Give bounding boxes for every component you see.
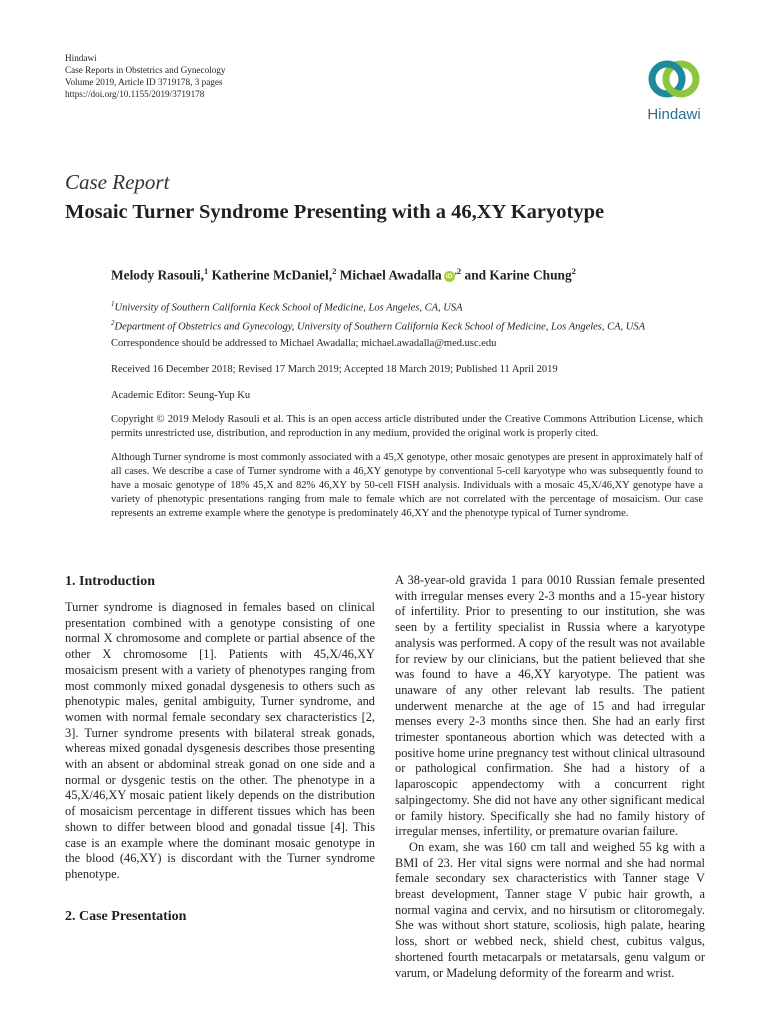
right-column (395, 573, 705, 981)
author-name: and Karine Chung (464, 267, 572, 283)
introduction-paragraph: Turner syndrome is diagnosed in females based on clinical presentation combined with a genotype consisting of one normal X chromosome and complete or partial absence of the other X chromosome [1]. Patients with 45,X/46,XY mosaicism present with a variety of phenotypes ranging from most commonly mixed gonadal dysgenesis to others such as phenotypic males, genital ambiguity, Turner syndrome, and women with normal female secondary sex characteristics [2, 3]. Turner syndrome presents with bilateral streak gonads, whereas mixed gonadal dysgenesis describes those presenting with an absent or abdominal streak gonad on one side and a normal or dysgenic testis on the other. The phenotype in a 45,X/46,XY mosaic patient likely depends on the distribution of mosaicism percentage in different tissues which has been shown to differ between blood and gonadal tissue [4]. This case is an example where the dominant mosaic genotype in the blood (46,XY) is discordant with the Turner syndrome phenotype. (65, 600, 375, 881)
abstract: Although Turner syndrome is most commonly associated with a 45,X genotype, other mosaic genotypes are present in approximately half of all cases. We describe a case of Turner syndrome with a 46,XY genotype by conventional 5-cell karyotype who was subsequently found to have a mosaic genotype of 18% 45,X and 82% 46,XY by 50-cell FISH analysis. Individuals with a mosaic 45,X/46,XY genotype have a variety of phenotypic presentations ranging from male to female which are not correlated with the percentage of mosaicism. Our case represents an extreme example where the genotype is predominately 46,XY and the phenotype typical of Turner syndrome. (111, 452, 703, 519)
journal-header (65, 52, 226, 100)
doi-link[interactable]: https://doi.org/10.1155/2019/3719178 (65, 89, 205, 99)
author-list (111, 266, 576, 283)
case-presentation-heading: 2. Case Presentation (65, 908, 187, 924)
author-name: Melody Rasouli, (111, 267, 204, 283)
publication-dates: Received 16 December 2018; Revised 17 March 2019; Accepted 18 March 2019; Published 11 April 2019 (111, 364, 558, 375)
author-affiliation-mark: ,2 (454, 266, 462, 276)
copyright-notice: Copyright © 2019 Melody Rasouli et al. This is an open access article distributed under the Creative Commons Attribution License, which permits unrestricted use, distribution, and reproduction in any medium, provided the original work is properly cited. (111, 414, 703, 439)
author-affiliation-mark: 2 (571, 266, 576, 276)
author-affiliation-mark: 1 (204, 266, 209, 276)
publisher-name: Hindawi (65, 53, 97, 63)
article-title: Mosaic Turner Syndrome Presenting with a 46,XY Karyotype (65, 201, 605, 223)
orcid-icon[interactable]: iD (444, 271, 455, 282)
article-type: Case Report (65, 170, 170, 194)
journal-name: Case Reports in Obstetrics and Gynecology (65, 65, 226, 75)
logo-text: Hindawi (647, 106, 701, 123)
volume-info: Volume 2019, Article ID 3719178, 3 pages (65, 77, 223, 87)
author-name: Katherine McDaniel, (211, 267, 333, 283)
left-column (65, 573, 375, 937)
affiliation-item: $^2$Department of Obstetrics and Gynecology, University of Southern California Keck School of Medicine, Los Angeles, CA, USA (111, 318, 646, 332)
author-affiliation-mark: 2 (332, 266, 337, 276)
case-paragraph-1-continued: A 38-year-old gravida 1 para 0010 Russian female presented with irregular menses every 2-3 months and a 15-year history of infertility. Prior to presenting to our institution, she was seen by a fertility specialist in Russia where a karyotype analysis was performed. A copy of the result was not available for review by our clinicians, but the patient believed that she was found to have a 46,XY karyotype. The patient was unaware of any other relevant lab results. The patient underwent menarche at the age of 15 and had irregular menses every 2-3 months since then. She had an early first trimester spontaneous abortion which was detected with a positive home urine pregnancy test without clinical ultrasound or pathological confirmation. She had a history of a laparoscopic appendectomy with a concurrent right salpingectomy. She did not have any other significant medical or family history. Specifically she had no family history of irregular menses, infertility, or premature ovarian failure. (395, 573, 705, 839)
case-paragraph-2: On exam, she was 160 cm tall and weighed 55 kg with a BMI of 23. Her vital signs were normal and she had normal female secondary sex characteristics with Tanner stage V breast development, Tanner stage V pubic hair growth, a normal vagina and cervix, and no hirsutism or clitoromegaly. She was without short stature, scoliosis, high palate, hearing loss, short or webbed neck, shield chest, cubitus valgus, shortened fourth metacarpals or metatarsals, genu valgum or varum, or Madelung deformity of the forearm and wrist. (395, 839, 705, 980)
hindawi-rings-icon (644, 55, 704, 103)
affiliations (111, 297, 703, 334)
correspondence: Correspondence should be addressed to Michael Awadalla; michael.awadalla@med.usc.edu (111, 338, 497, 349)
hindawi-logo (634, 55, 714, 135)
academic-editor: Academic Editor: Seung-Yup Ku (111, 390, 251, 401)
introduction-heading: 1. Introduction (65, 574, 155, 589)
affiliation-item: $^1$University of Southern California Keck School of Medicine, Los Angeles, CA, USA (111, 300, 463, 314)
author-name: Michael Awadalla (339, 267, 442, 283)
